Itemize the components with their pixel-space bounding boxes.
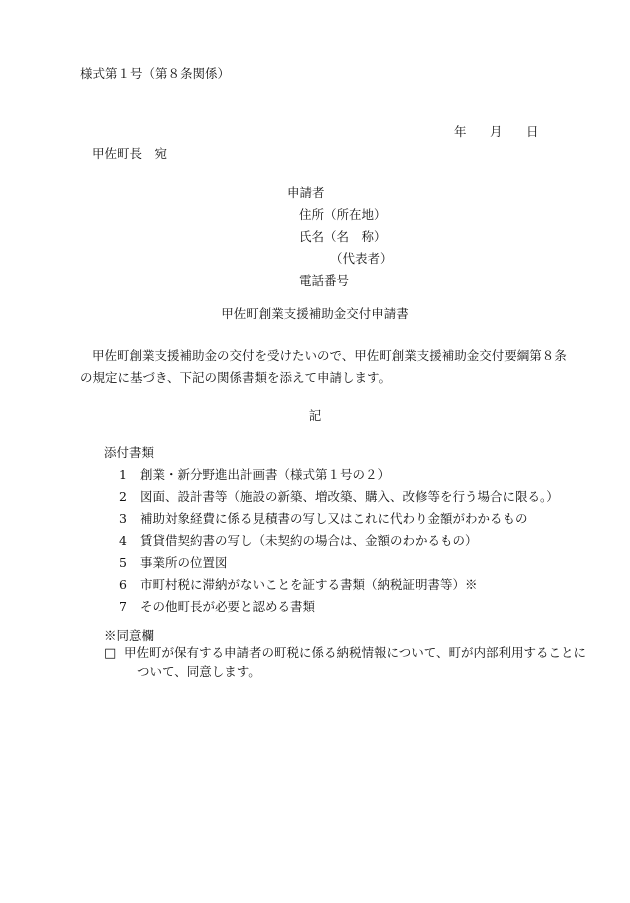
- consent-checkbox[interactable]: □: [104, 646, 117, 661]
- applicant-name-label: 氏名（名 称）: [299, 229, 387, 244]
- attachment-number: 1: [119, 467, 127, 482]
- applicant-label: 申請者: [287, 185, 325, 200]
- attachment-text: 賃貸借契約書の写し（未契約の場合は、金額のわかるもの）: [140, 533, 478, 548]
- form-number: 様式第１号（第８条関係）: [80, 66, 231, 81]
- date-month-label: 月: [490, 124, 503, 139]
- attachment-number: 5: [119, 555, 127, 570]
- date-year-label: 年: [454, 124, 467, 139]
- addressee: 甲佐町長 宛: [92, 146, 168, 161]
- attachment-number: 3: [119, 511, 127, 526]
- attachment-text: 市町村税に滞納がないことを証する書類（納税証明書等）※: [140, 577, 478, 592]
- attachment-number: 6: [119, 577, 127, 592]
- attachment-number: 7: [119, 599, 127, 614]
- attachment-text: 図面、設計書等（施設の新築、増改築、購入、改修等を行う場合に限る。）: [140, 489, 559, 504]
- ki-heading: 記: [308, 408, 322, 423]
- body-text-line-1: 甲佐町創業支援補助金の交付を受けたいので、甲佐町創業支援補助金交付要綱第８条: [92, 348, 567, 363]
- date-day-label: 日: [526, 124, 539, 139]
- attachment-text: 創業・新分野進出計画書（様式第１号の２）: [140, 467, 391, 482]
- attachment-number: 2: [119, 489, 127, 504]
- attachment-text: 事業所の位置図: [140, 555, 228, 570]
- consent-text-line-1: 甲佐町が保有する申請者の町税に係る納税情報について、町が内部利用することに: [124, 645, 587, 660]
- attachment-text: 補助対象経費に係る見積書の写し又はこれに代わり金額がわかるもの: [140, 511, 528, 526]
- applicant-address-label: 住所（所在地）: [299, 207, 387, 222]
- consent-text-line-2: ついて、同意します。: [137, 664, 261, 679]
- attachment-text: その他町長が必要と認める書類: [140, 599, 316, 614]
- attachments-title: 添付書類: [104, 445, 155, 460]
- applicant-phone-label: 電話番号: [299, 273, 350, 288]
- body-text-line-2: の規定に基づき、下記の関係書類を添えて申請します。: [80, 370, 392, 385]
- applicant-representative-label: （代表者）: [330, 251, 393, 266]
- document-title: 甲佐町創業支援補助金交付申請書: [221, 306, 409, 321]
- date-line: [454, 126, 539, 139]
- consent-title: ※同意欄: [104, 628, 155, 643]
- attachment-number: 4: [119, 533, 127, 548]
